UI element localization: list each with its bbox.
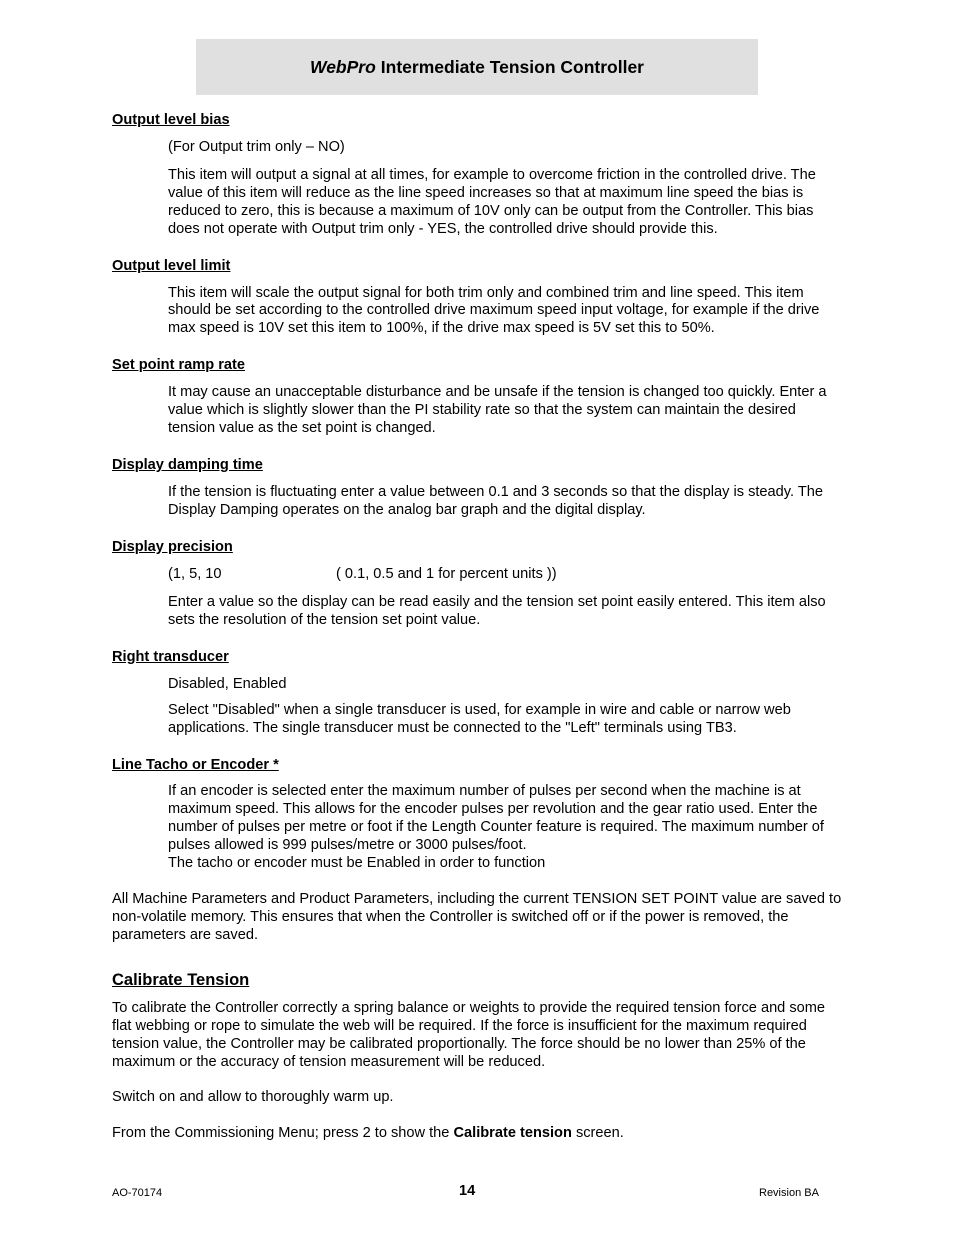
document-body: [112, 111, 842, 1143]
header-brand: WebPro: [310, 56, 376, 77]
options-row: [168, 566, 842, 584]
options-right: ( 0.1, 0.5 and 1 for percent units )): [336, 565, 557, 582]
section-output-level-limit: [168, 285, 842, 339]
heading-right-transducer: Right transducer: [112, 648, 229, 665]
description-text: It may cause an unacceptable disturbance and be unsafe if the tension is changed too quickly. Enter a value which is slightly slower than the PI stability rate so that the system can maintain the desired tension value as the set point is changed.: [168, 384, 827, 437]
para3-post: screen.: [571, 1125, 624, 1141]
heading-output-level-limit: Output level limit: [112, 257, 231, 274]
description-text: This item will output a signal at all times, for example to overcome friction in the controlled drive. The value of this item will reduce as the line speed increases so that at maximum line speed the bias is reduced to zero, this is because a maximum of 10V only can be output from the Controller. This bias does not operate with Output trim only - YES, the controlled drive should provide this.: [168, 166, 816, 237]
footer-page-number: 14: [459, 1183, 476, 1199]
description-text: This item will scale the output signal for both trim only and combined trim and line speed. This item should be set according to the controlled drive maximum speed input voltage, for example if the drive max speed is 10V set this item to 100%, if the drive max speed is 5V set this to 50%.: [168, 284, 820, 337]
heading-line-tacho-encoder: Line Tacho or Encoder *: [112, 757, 279, 774]
description-text: If the tension is fluctuating enter a value between 0.1 and 3 seconds so that the display is steady. The Display Damping operates on the analog bar graph and the digital display.: [168, 483, 823, 518]
range-text: (For Output trim only – NO): [168, 139, 345, 155]
para3-bold: Calibrate tension: [453, 1125, 572, 1141]
description-text-2: The tacho or encoder must be Enabled in order to function: [168, 854, 546, 871]
heading-output-level-bias: Output level bias: [112, 112, 230, 128]
calibrate-paragraph-1: To calibrate the Controller correctly a spring balance or weights to provide the required tension force and some flat webbing or rope to simulate the web will be required. If the force is insufficient for the maximum required tension value, the Controller may be calibrated proportionally. The force should be no lower than 25% of the maximum or the accuracy of tension measurement will be reduced.: [112, 1000, 826, 1071]
description-text: Select "Disabled" when a single transducer is used, for example in wire and cable or narrow web applications. The single transducer must be connected to the "Left" terminals using TB3.: [168, 702, 791, 737]
heading-calibrate-tension: Calibrate Tension: [112, 971, 250, 990]
footer-revision: Revision BA: [759, 1187, 819, 1199]
options-left: (1, 5, 10: [168, 565, 222, 582]
heading-set-point-ramp-rate: Set point ramp rate: [112, 357, 245, 374]
summary-paragraph: All Machine Parameters and Product Parameters, including the current TENSION SET POINT value are saved to non-volatile memory. This ensures that when the Controller is switched off or if the power is removed, the parameters are saved.: [112, 890, 842, 943]
section-display-precision: [168, 566, 842, 630]
section-right-transducer: [168, 676, 842, 739]
section-display-damping-time: [168, 484, 842, 520]
section-output-level-bias: [168, 139, 842, 239]
page-header: [196, 39, 758, 95]
heading-display-damping-time: Display damping time: [112, 456, 263, 473]
calibrate-paragraph-3: [112, 1125, 842, 1143]
range-text: Disabled, Enabled: [168, 675, 287, 692]
footer-doc-id: AO-70174: [112, 1187, 163, 1199]
calibrate-paragraph-2: Switch on and allow to thoroughly warm up.: [112, 1089, 394, 1106]
description-text: Enter a value so the display can be read easily and the tension set point easily entered. This item also sets the resolution of the tension set point value.: [168, 593, 826, 628]
description-text: If an encoder is selected enter the maximum number of pulses per second when the machine is at maximum speed. This allows for the encoder pulses per revolution and the gear ratio used. Enter the number of pulses per metre or foot if the Length Counter feature is required. The maximum number of pulses allowed is 999 pulses/metre or 3000 pulses/foot.: [168, 783, 824, 853]
section-set-point-ramp-rate: [168, 384, 842, 438]
para3-pre: From the Commissioning Menu; press 2 to show the: [112, 1125, 454, 1141]
header-title: Intermediate Tension Controller: [380, 56, 644, 77]
heading-display-precision: Display precision: [112, 538, 233, 555]
section-line-tacho-encoder: [168, 783, 842, 873]
